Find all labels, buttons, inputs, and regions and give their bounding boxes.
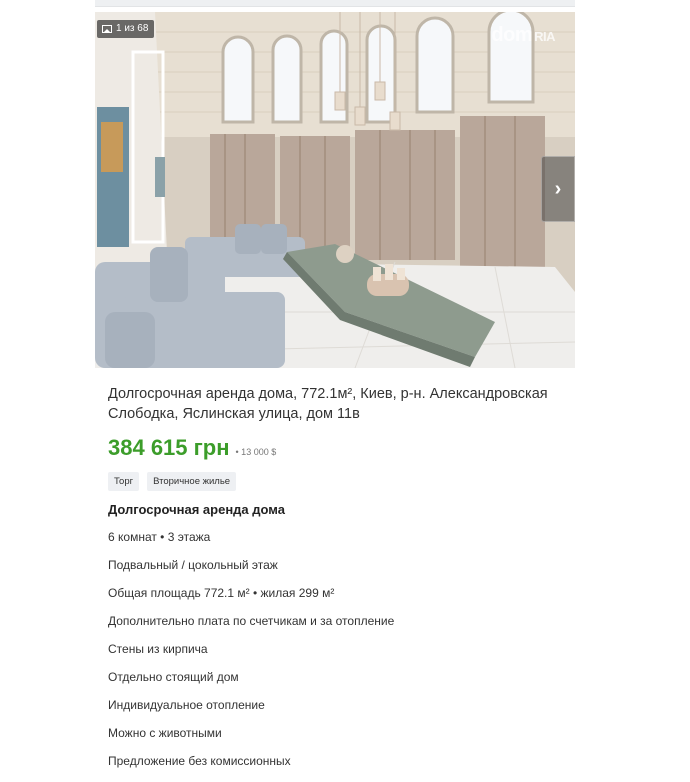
- feature-item: 6 комнат • 3 этажа: [108, 530, 211, 544]
- feature-item: Предложение без комиссионных: [108, 754, 291, 768]
- listing-heading: Долгосрочная аренда дома: [108, 502, 285, 517]
- tag-secondary-housing: Вторичное жилье: [147, 472, 236, 491]
- chevron-right-icon: ›: [554, 177, 562, 200]
- photo-gallery[interactable]: [95, 12, 575, 368]
- feature-item: Дополнительно плата по счетчикам и за отопление: [108, 614, 395, 628]
- photo-counter: [97, 20, 154, 38]
- feature-item: Стены из кирпича: [108, 642, 208, 656]
- feature-item: Общая площадь 772.1 м² • жилая 299 м²: [108, 586, 335, 600]
- listing-title[interactable]: Долгосрочная аренда дома, 772.1м², Киев, р-н. Александровская Слободка, Яслинская улица, дом 11в: [108, 386, 548, 422]
- photo-counter-text: 1 из 68: [116, 23, 149, 34]
- tag-bargain: Торг: [108, 472, 139, 491]
- image-icon: [102, 25, 112, 33]
- feature-item: Отдельно стоящий дом: [108, 670, 239, 684]
- price-usd: • 13 000 $: [235, 447, 277, 457]
- feature-item: Подвальный / цокольный этаж: [108, 558, 278, 572]
- tag-list: [108, 472, 236, 491]
- price-row: [108, 435, 276, 461]
- next-photo-button[interactable]: [541, 156, 575, 222]
- listing-photo[interactable]: [95, 12, 575, 368]
- site-watermark: dom RIA: [491, 24, 555, 46]
- feature-item: Можно с животными: [108, 726, 222, 740]
- feature-item: Индивидуальное отопление: [108, 698, 265, 712]
- top-divider: [95, 0, 575, 7]
- feature-list: [108, 530, 394, 782]
- price-uah: 384 615 грн: [108, 435, 230, 460]
